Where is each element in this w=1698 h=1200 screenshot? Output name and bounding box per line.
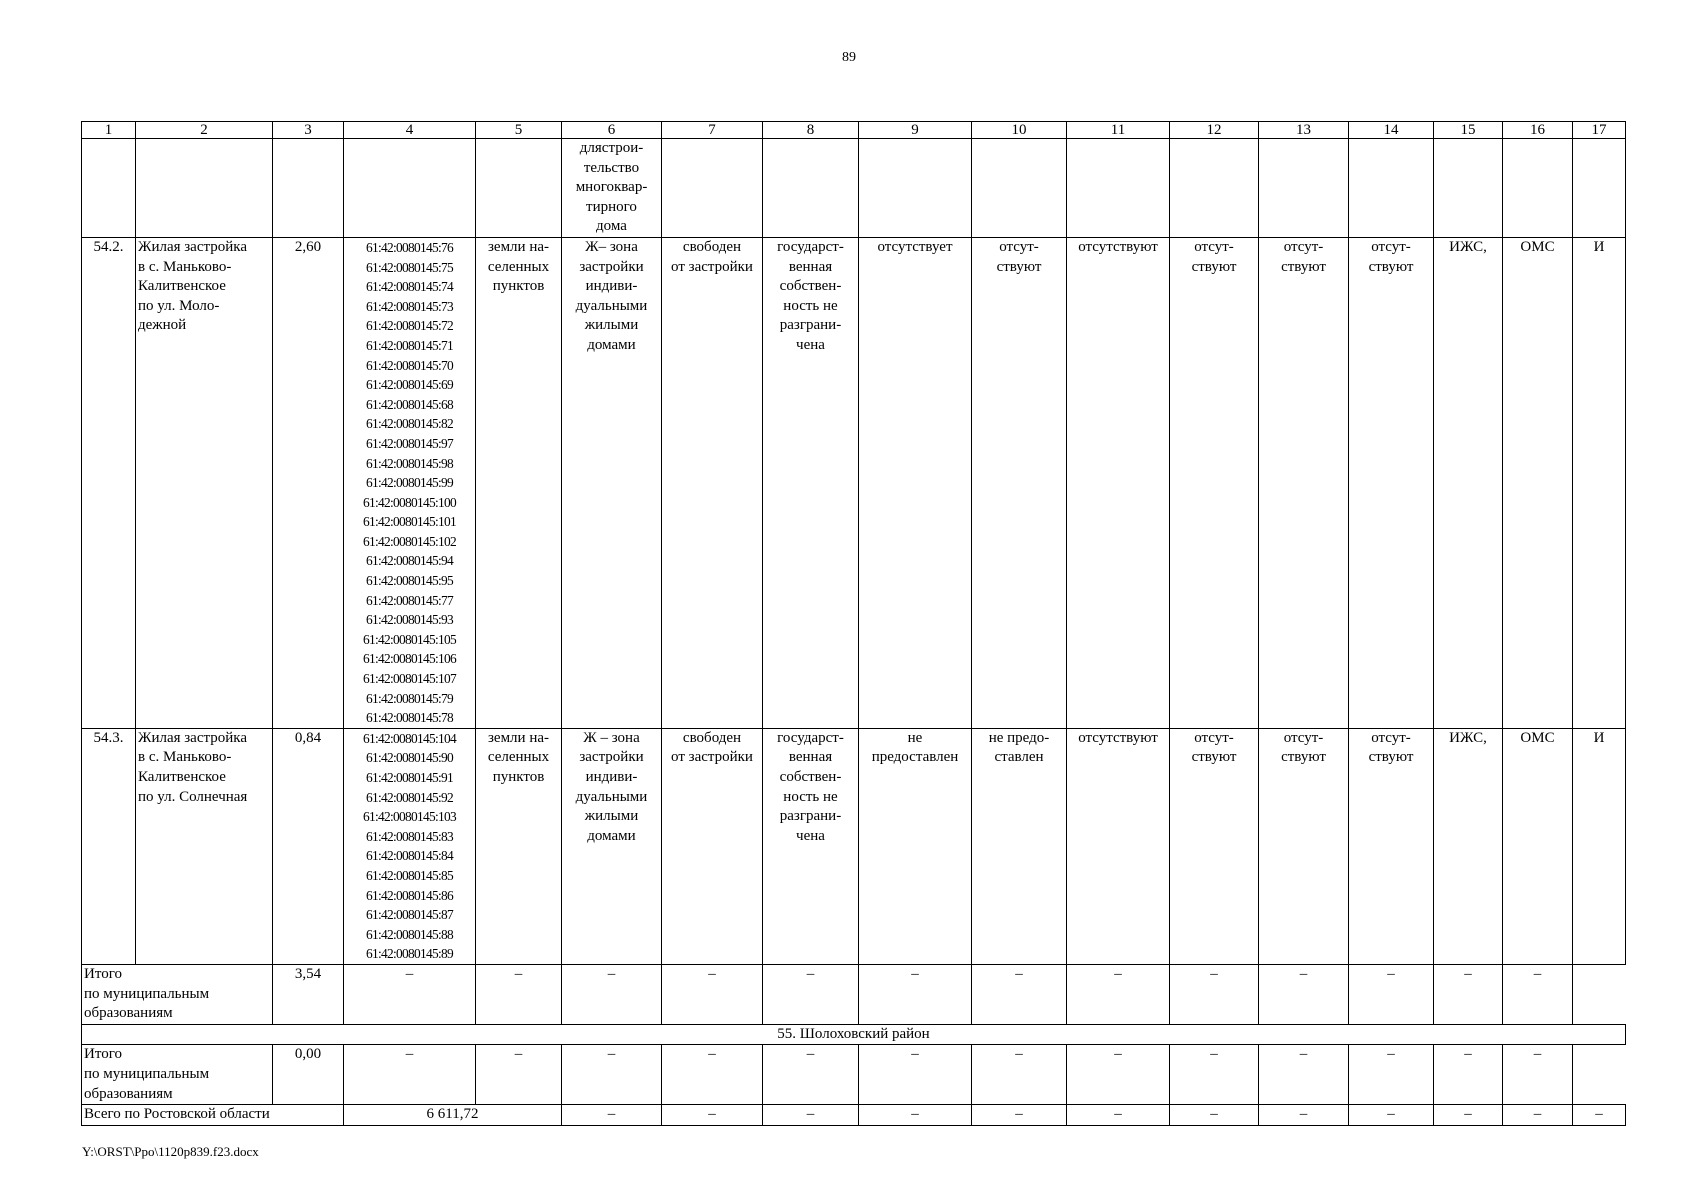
dash-cell: – xyxy=(1067,964,1170,1024)
permitted-use: длястрои- тельство многоквар- тирного дома xyxy=(562,139,662,238)
dash-cell: – xyxy=(1434,1045,1503,1105)
col-16-value: ОМС xyxy=(1503,237,1573,728)
dash-cell: – xyxy=(1067,1105,1170,1126)
col-header-11: 11 xyxy=(1067,122,1170,139)
col-header-8: 8 xyxy=(763,122,859,139)
col-header-4: 4 xyxy=(344,122,476,139)
dash-cell: – xyxy=(972,964,1067,1024)
land-category: земли на- селенных пунктов xyxy=(476,728,562,964)
total-area: 3,54 xyxy=(273,964,344,1024)
col-header-16: 16 xyxy=(1503,122,1573,139)
col-17-value: И xyxy=(1573,728,1626,964)
total-row xyxy=(82,1045,1626,1105)
col-header-7: 7 xyxy=(662,122,763,139)
col-16-value: ОМС xyxy=(1503,728,1573,964)
dash-cell: – xyxy=(1434,964,1503,1024)
col-14-value: отсут- ствуют xyxy=(1349,237,1434,728)
row-number: 54.2. xyxy=(82,237,136,728)
col-header-12: 12 xyxy=(1170,122,1259,139)
dash-cell: – xyxy=(972,1045,1067,1105)
col-14-value: отсут- ствуют xyxy=(1349,728,1434,964)
dash-cell: – xyxy=(562,964,662,1024)
col-header-3: 3 xyxy=(273,122,344,139)
plot-area: 0,84 xyxy=(273,728,344,964)
permitted-use: Ж– зона застройки индиви- дуальными жилыми домами xyxy=(562,237,662,728)
col-12-value: отсут- ствуют xyxy=(1170,237,1259,728)
col-17-value: И xyxy=(1573,237,1626,728)
col-15-value: ИЖС, xyxy=(1434,237,1503,728)
dash-cell: – xyxy=(1259,1045,1349,1105)
dash-cell: – xyxy=(1503,1105,1573,1126)
grand-total-area: 6 611,72 xyxy=(344,1105,562,1126)
ownership: государст- венная собствен- ность не разграни- чена xyxy=(763,237,859,728)
col-9-value: отсутствует xyxy=(859,237,972,728)
col-11-value: отсутствуют xyxy=(1067,237,1170,728)
col-header-13: 13 xyxy=(1259,122,1349,139)
dash-cell: – xyxy=(763,964,859,1024)
col-header-1: 1 xyxy=(82,122,136,139)
dash-cell: – xyxy=(1259,964,1349,1024)
dash-cell: – xyxy=(1573,1105,1626,1126)
dash-cell: – xyxy=(1503,1045,1573,1105)
dash-cell: – xyxy=(1503,964,1573,1024)
table-row xyxy=(82,728,1626,964)
section-heading-row xyxy=(82,1024,1626,1045)
plot-name: Жилая застройка в с. Маньково- Калитвенское по ул. Солнечная xyxy=(136,728,273,964)
row-number: 54.3. xyxy=(82,728,136,964)
dash-cell: – xyxy=(476,964,562,1024)
dash-cell: – xyxy=(1170,964,1259,1024)
col-9-value: не предоставлен xyxy=(859,728,972,964)
dash-cell: – xyxy=(344,964,476,1024)
page-number: 89 xyxy=(842,50,856,65)
dash-cell: – xyxy=(662,1045,763,1105)
col-12-value: отсут- ствуют xyxy=(1170,728,1259,964)
dash-cell: – xyxy=(476,1045,562,1105)
dash-cell: – xyxy=(562,1045,662,1105)
col-10-value: отсут- ствуют xyxy=(972,237,1067,728)
dash-cell: – xyxy=(1349,1105,1434,1126)
dash-cell: – xyxy=(1349,1045,1434,1105)
dash-cell: – xyxy=(1067,1045,1170,1105)
dash-cell: – xyxy=(1349,964,1434,1024)
plot-name: Жилая застройка в с. Маньково- Калитвенское по ул. Моло- дежной xyxy=(136,237,273,728)
dash-cell: – xyxy=(763,1045,859,1105)
ownership: государст- венная собствен- ность не разграни- чена xyxy=(763,728,859,964)
col-header-15: 15 xyxy=(1434,122,1503,139)
dash-cell: – xyxy=(859,1045,972,1105)
cadastral-numbers: 61:42:0080145:76 61:42:0080145:75 61:42:0080145:74 61:42:0080145:73 61:42:0080145:72 61:42:0080145:71 61:42:0080145:70 61:42:0080145:69 61:42:0080145:68 61:42:0080145:82 61:42:0080145:97 61:42:0080145:98 61:42:0080145:99 61:42:0080145:100 61:42:0080145:101 61:42:0080145:102 61:42:0080145:94 61:42:0080145:95 61:42:0080145:77 61:42:0080145:93 61:42:0080145:105 61:42:0080145:106 61:42:0080145:107 61:42:0080145:79 61:42:0080145:78 xyxy=(344,237,476,728)
dash-cell: – xyxy=(344,1045,476,1105)
col-header-10: 10 xyxy=(972,122,1067,139)
development-status: свободен от застройки xyxy=(662,728,763,964)
dash-cell: – xyxy=(1170,1045,1259,1105)
dash-cell: – xyxy=(662,964,763,1024)
col-header-5: 5 xyxy=(476,122,562,139)
dash-cell: – xyxy=(1434,1105,1503,1126)
col-header-6: 6 xyxy=(562,122,662,139)
land-category: земли на- селенных пунктов xyxy=(476,237,562,728)
development-status: свободен от застройки xyxy=(662,237,763,728)
dash-cell: – xyxy=(763,1105,859,1126)
land-plots-table xyxy=(81,121,1626,1126)
col-13-value: отсут- ствуют xyxy=(1259,728,1349,964)
col-15-value: ИЖС, xyxy=(1434,728,1503,964)
col-11-value: отсутствуют xyxy=(1067,728,1170,964)
dash-cell: – xyxy=(562,1105,662,1126)
grand-total-label: Всего по Ростовской области xyxy=(82,1105,344,1126)
permitted-use: Ж – зона застройки индиви- дуальными жилыми домами xyxy=(562,728,662,964)
cadastral-numbers: 61:42:0080145:104 61:42:0080145:90 61:42:0080145:91 61:42:0080145:92 61:42:0080145:103 61:42:0080145:83 61:42:0080145:84 61:42:0080145:85 61:42:0080145:86 61:42:0080145:87 61:42:0080145:88 61:42:0080145:89 xyxy=(344,728,476,964)
col-header-9: 9 xyxy=(859,122,972,139)
dash-cell: – xyxy=(662,1105,763,1126)
total-area: 0,00 xyxy=(273,1045,344,1105)
dash-cell: – xyxy=(1259,1105,1349,1126)
plot-area: 2,60 xyxy=(273,237,344,728)
total-label: Итого по муниципальным образованиям xyxy=(82,964,273,1024)
table-row xyxy=(82,237,1626,728)
total-row xyxy=(82,964,1626,1024)
col-header-2: 2 xyxy=(136,122,273,139)
file-path-footer: Y:\ORST\Ppo\1120p839.f23.docx xyxy=(82,1144,259,1159)
dash-cell: – xyxy=(859,964,972,1024)
col-header-14: 14 xyxy=(1349,122,1434,139)
grand-total-row xyxy=(82,1105,1626,1126)
dash-cell: – xyxy=(1170,1105,1259,1126)
dash-cell: – xyxy=(859,1105,972,1126)
continuation-row xyxy=(82,139,1626,238)
col-13-value: отсут- ствуют xyxy=(1259,237,1349,728)
dash-cell: – xyxy=(972,1105,1067,1126)
col-10-value: не предо- ставлен xyxy=(972,728,1067,964)
section-heading: 55. Шолоховский район xyxy=(82,1024,1626,1045)
total-label: Итого по муниципальным образованиям xyxy=(82,1045,273,1105)
column-number-header xyxy=(82,122,1626,139)
col-header-17: 17 xyxy=(1573,122,1626,139)
